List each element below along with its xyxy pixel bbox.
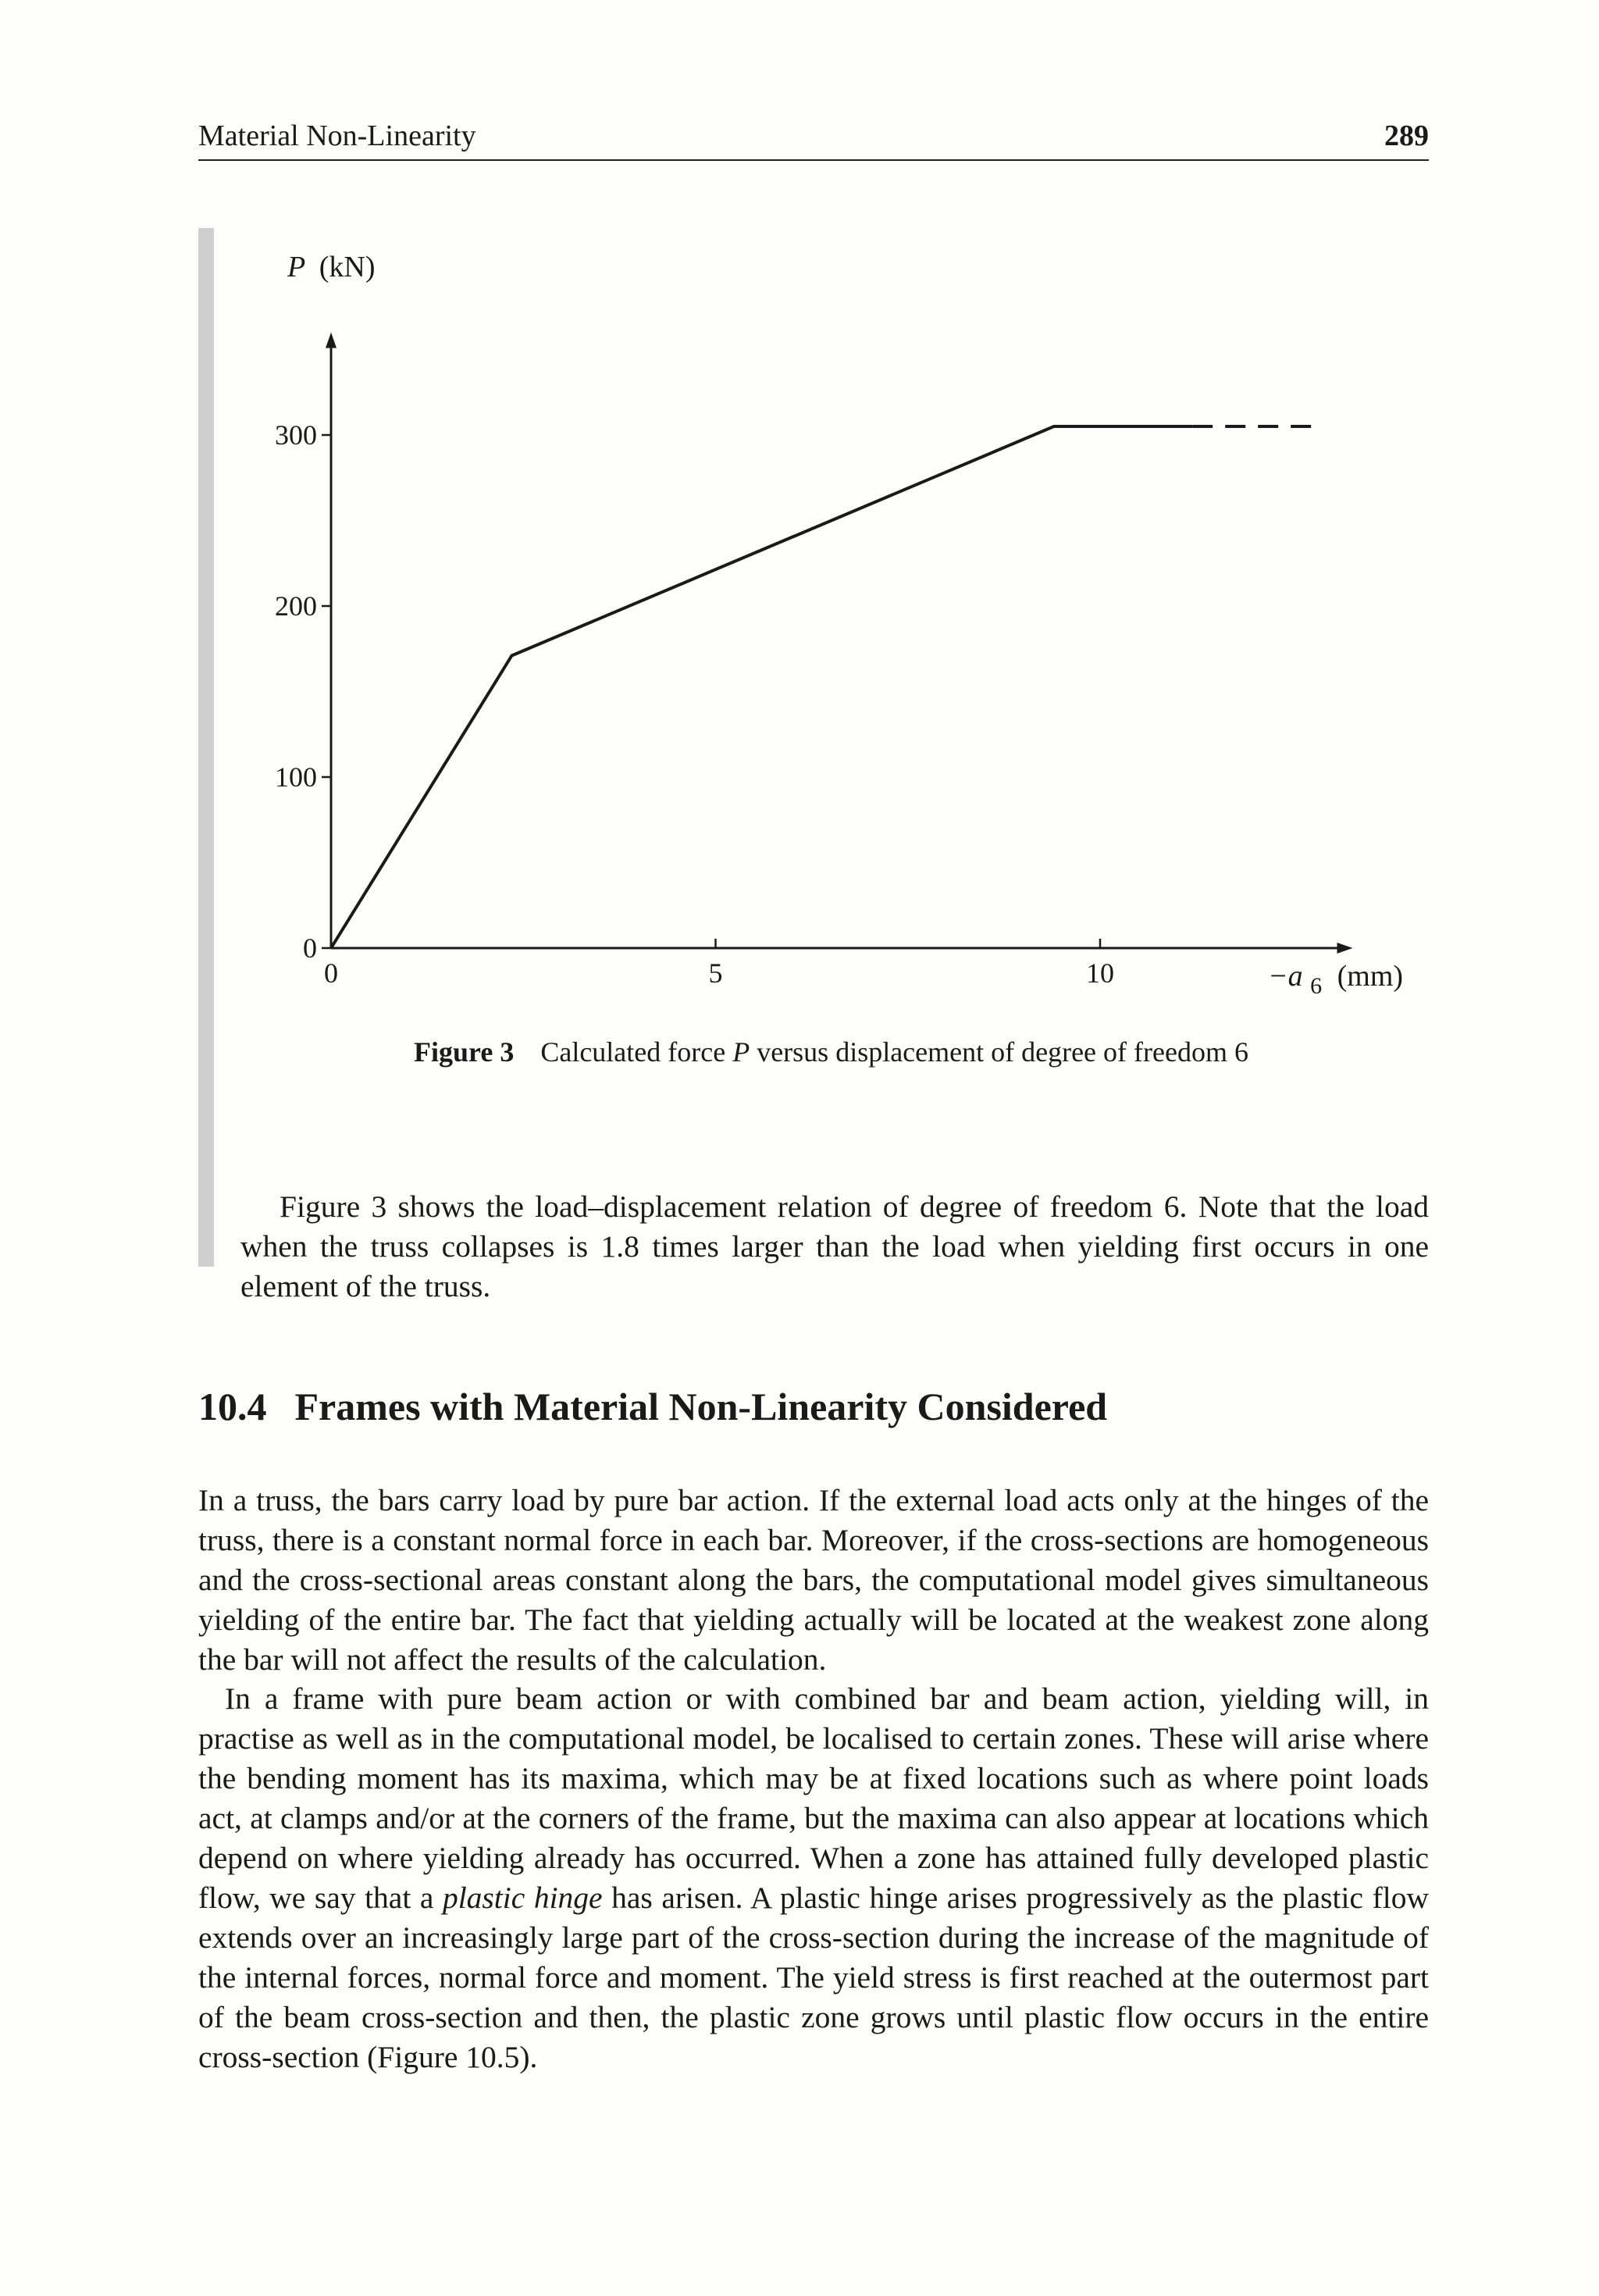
y-tick-label: 0 [303,932,317,964]
load-displacement-chart [0,0,1599,1125]
x-axis-unit: (mm) [1337,960,1404,993]
caption-text-before: Calculated force [540,1036,733,1068]
paragraph-2-text-after: has arisen. A plastic hinge arises progressively as the plastic flow extends over an increasingly large part of the cross-section during the increase of the magnitude of the internal forces, normal force and moment. The yield stress is first reached at the outermost part of the beam cross-section and then, the plastic zone grows until plastic flow occurs in the entire cross-section (Figure 10.5). [198,1880,1429,2074]
y-tick-label: 200 [275,590,317,622]
caption-symbol: P [732,1036,750,1068]
body-paragraph-1: In a truss, the bars carry load by pure bar action. If the external load acts only at the hinges of the truss, there is a constant normal force in each bar. Moreover, if the cross-sections are homogeneous and the cross-sectional areas constant along the bars, the computational model gives simultaneous yielding of the entire bar. The fact that yielding actually will be located at the weakest zone along the bar will not affect the results of the calculation. [198,1482,1429,1677]
y-axis-label [287,251,375,283]
paragraph-2-text-before: In a frame with pure beam action or with combined bar and beam action, yielding will, in practise as well as in the computational model, be localised to certain zones. These will arise where the bending moment has its maxima, which may be at fixed locations such as where point loads act, at clamps and/or at the corners of the frame, but the maxima can also appear at locations which depend on where yielding already has occurred. When a zone has attained fully developed plastic flow, we say that a [198,1681,1429,1915]
x-axis-symbol: −a [1268,960,1303,993]
section-heading [198,1384,1107,1429]
x-tick-label: 0 [324,957,338,989]
caption-text-after: versus displacement of degree of freedom 6 [750,1036,1248,1068]
y-axis-unit: (kN) [319,251,376,283]
figure-label: Figure 3 [414,1036,515,1068]
x-tick-label: 10 [1086,957,1114,989]
y-tick-label: 100 [275,761,317,793]
y-axis-arrow [326,333,337,348]
x-axis-arrow [1337,943,1353,954]
chart-series [331,426,1323,948]
load-curve-line [331,426,1192,948]
section-title: Frames with Material Non-Linearity Considered [294,1385,1108,1428]
section-number: 10.4 [198,1385,267,1428]
example-paragraph: Figure 3 shows the load–displacement relation of degree of freedom 6. Note that the load when the truss collapses is 1.8 times larger than the load when yielding first occurs in one element of the truss. [240,1189,1429,1303]
x-tick-label: 5 [708,957,723,989]
y-tick-label: 300 [275,419,317,451]
x-axis-subscript: 6 [1310,973,1323,999]
y-axis-symbol: P [287,251,306,283]
body-paragraph-2 [198,1679,1429,2077]
plastic-hinge-term: plastic hinge [442,1880,603,1915]
figure-caption [414,1036,1248,1068]
x-axis-label [1268,960,1403,1000]
chart-ticks [275,419,1114,989]
page-number: 289 [1384,119,1429,152]
running-title: Material Non-Linearity [198,119,476,152]
